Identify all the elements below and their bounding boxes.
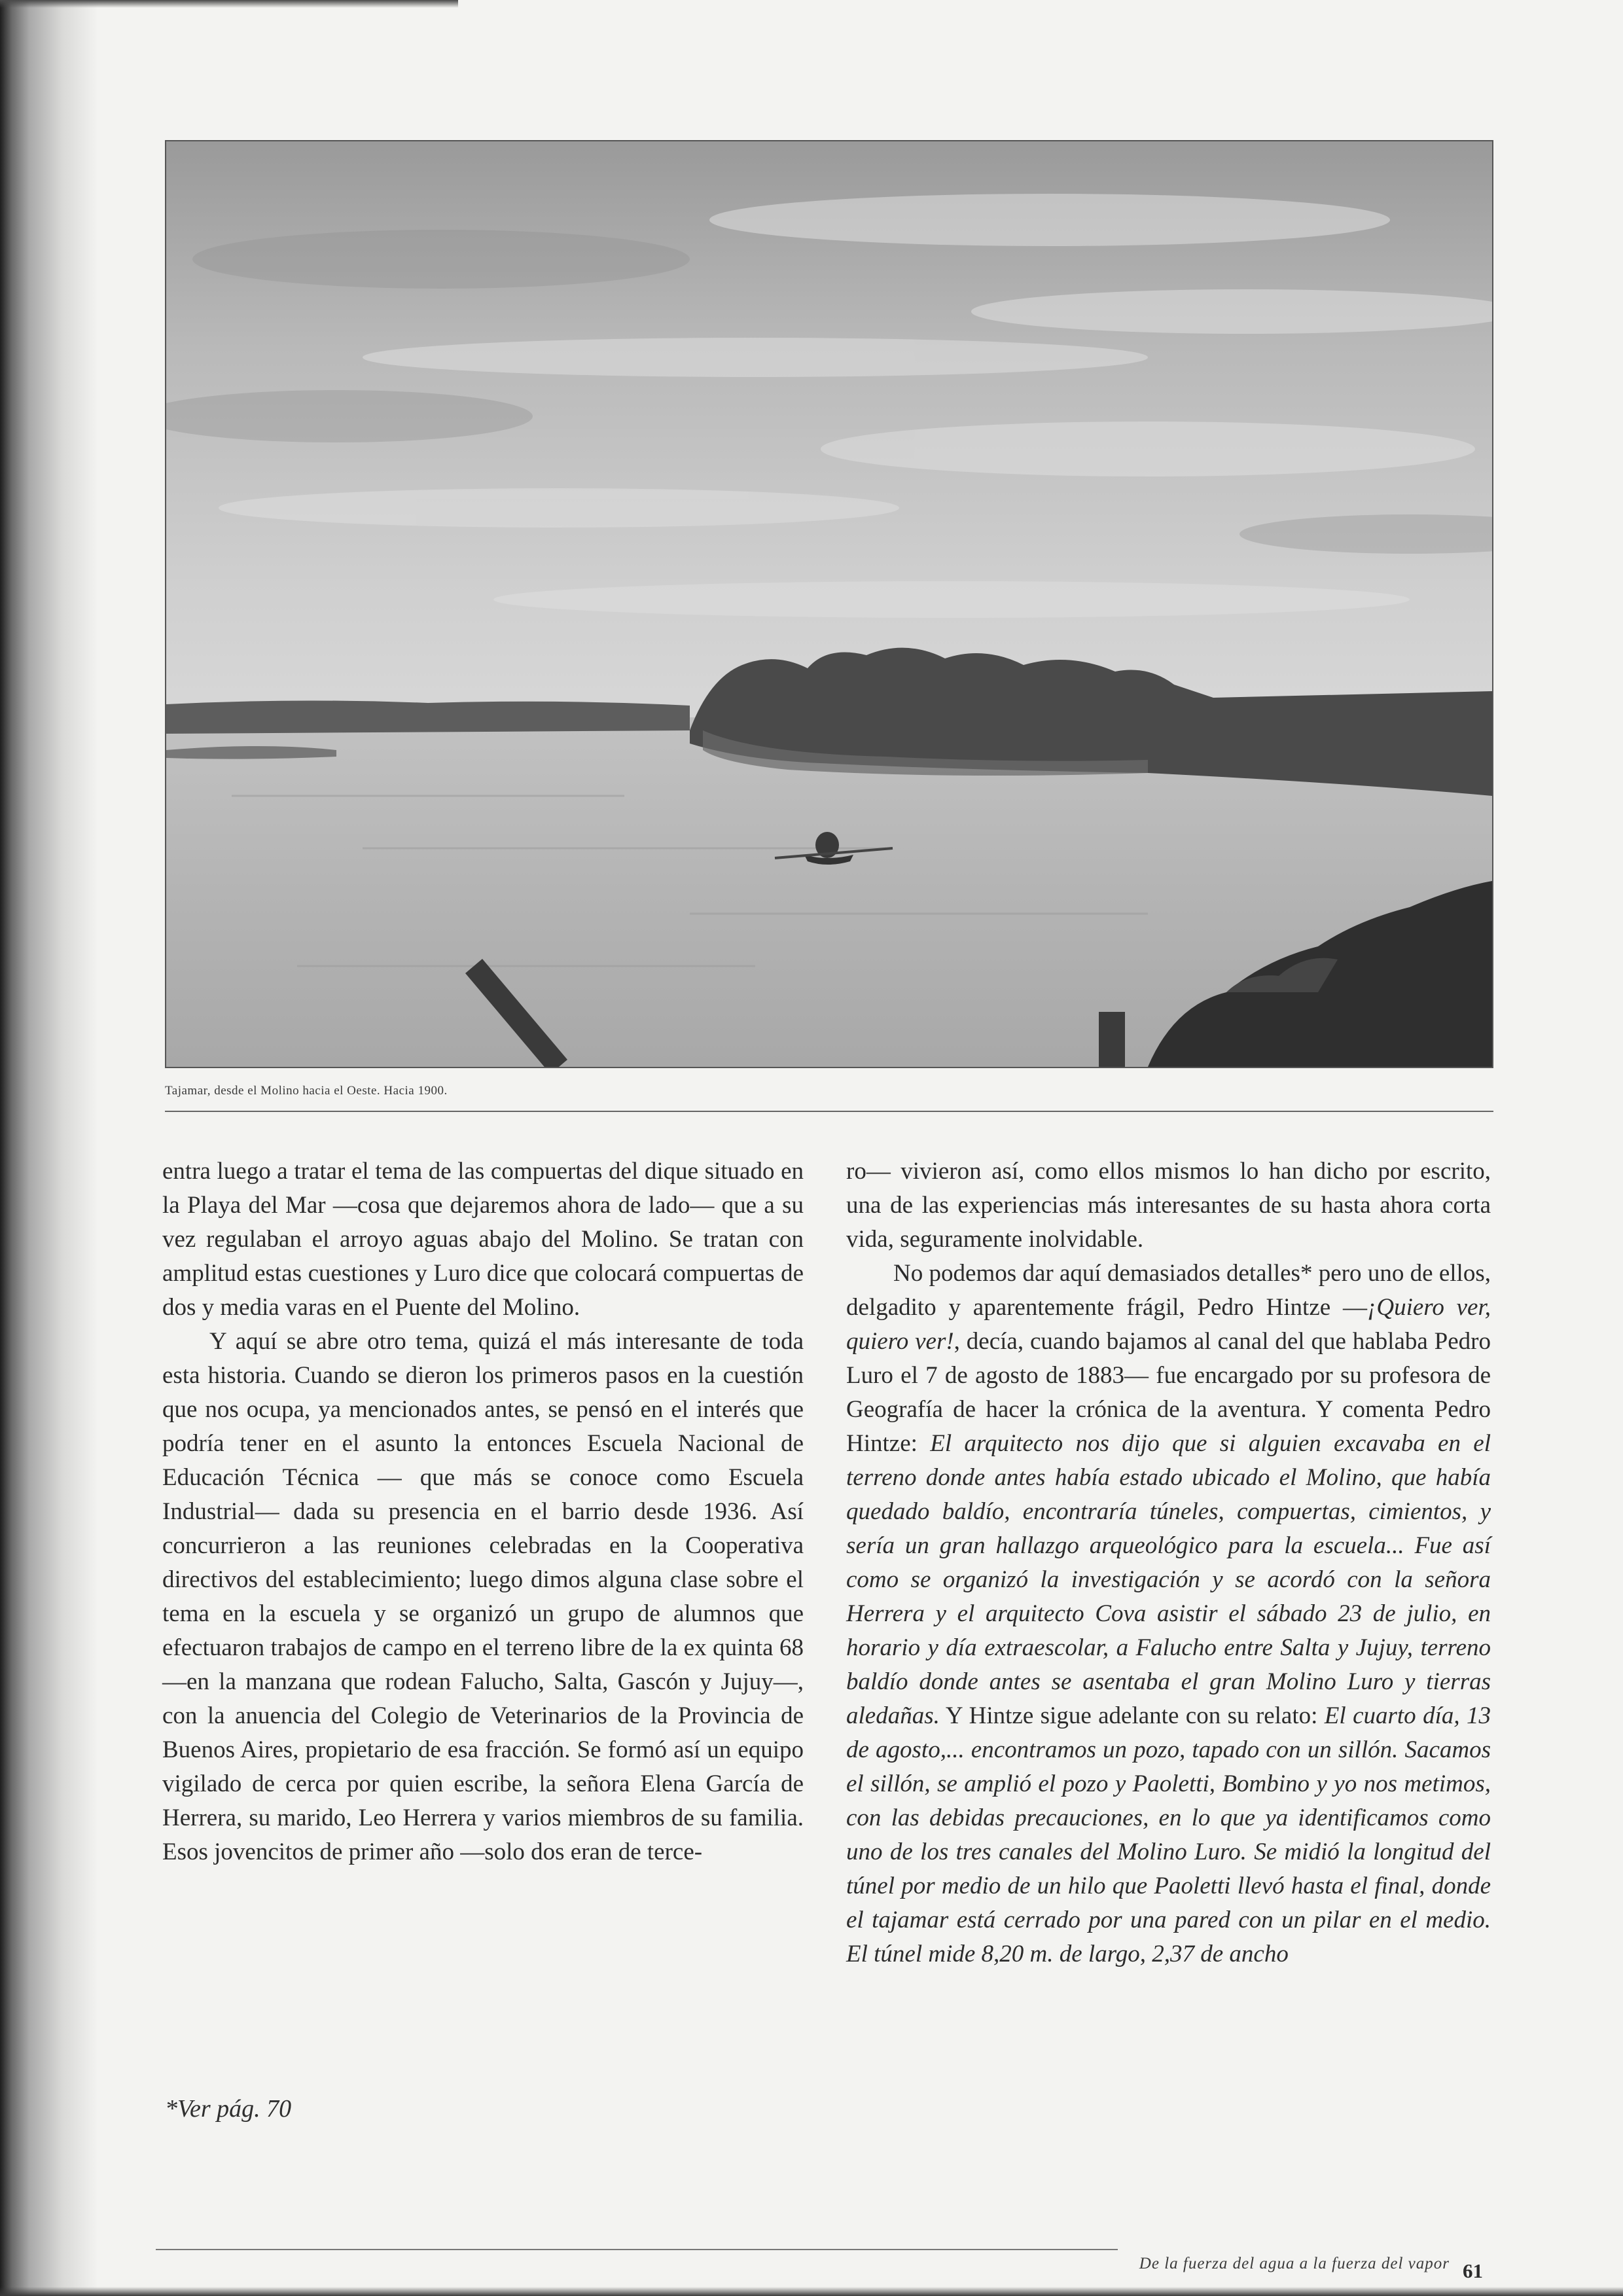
footer-divider	[156, 2249, 1118, 2250]
paragraph: entra luego a tratar el tema de las compuertas del dique situado en la Playa del Mar —cosa que dejaremos ahora de lado— que a su vez regulaban el arroyo aguas abajo del Molino. Se tratan con amplitud estas cuestiones y Luro dice que colocará compuertas de dos y media varas en el Puente del Molino.	[162, 1158, 804, 1321]
paragraph: Y aquí se abre otro tema, quizá el más interesante de toda esta historia. Cuando se dieron los primeros pasos en la cuestión que nos ocupa, ya mencionados antes, se pensó en el interés que podría tener en el asunto la entonces Escuela Nacional de Educación Técnica — que más se conoce como Escuela Industrial— dada su presencia en el barrio desde 1936. Así concurrieron a las reuniones celebradas en la Cooperativa directivos del establecimiento; luego dimos alguna clase sobre el tema en la escuela y se organizó un grupo de alumnos que efectuaron trabajos de campo en el terreno libre de la ex quinta 68 —en la manzana que rodean Falucho, Salta, Gascón y Jujuy—, con la anuencia del Colegio de Veterinarios de la Provincia de Buenos Aires, propietario de esa fracción. Se formó así un equipo vigilado de cerca por quien escribe, la señora Elena García de Herrera, su marido, Leo Herrera y varios miembros de su familia. Esos jovencitos de primer año —solo dos eran de terce-	[162, 1328, 804, 1865]
text-run: Y Hintze sigue adelante con su relato:	[939, 1702, 1325, 1729]
text-run: , decía, cuando bajamos al canal del que hablaba Pedro Luro el 7 de agosto de 1883— fue encargado por su profesora de Geografía de hacer la crónica de la aventura. Y comenta Pedro Hintze:	[846, 1328, 1491, 1457]
running-title: De la fuerza del agua a la fuerza del vapor	[1139, 2255, 1450, 2272]
figure-caption: Tajamar, desde el Molino hacia el Oeste. Hacia 1900.	[165, 1084, 448, 1098]
paragraph: ro— vivieron así, como ellos mismos lo han dicho por escrito, una de las experiencias más interesantes de su hasta ahora corta vida, seguramente inolvidable.	[846, 1158, 1491, 1253]
quote-run: ¡Quiero ver, quiero ver!	[846, 1294, 1491, 1355]
historical-photograph	[165, 140, 1493, 1068]
text-column-left	[162, 1155, 804, 1869]
paragraph	[846, 1257, 1491, 1971]
quote-run: El arquitecto nos dijo que si alguien excavaba en el terreno donde antes había estado ubicado el Molino, que había quedado baldío, encontraría túneles, compuertas, cimientos, y sería un gran hallazgo arqueológico para la escuela... Fue así como se organizó la investigación y se acordó con la señora Herrera y el arquitecto Cova asistir el sábado 23 de julio, en horario y día extraescolar, a Falucho entre Salta y Jujuy, terreno baldío donde antes se asentaba el gran Molino Luro y tierras aledañas.	[846, 1430, 1491, 1729]
scan-top-edge	[0, 0, 458, 8]
scan-bottom-edge	[0, 2287, 1623, 2296]
quote-run: El cuarto día, 13 de agosto,... encontramos un pozo, tapado con un sillón. Sacamos el sillón, se amplió el pozo y Paoletti, Bombino y yo nos metimos, con las debidas precauciones, en lo que ya identificamos como uno de los tres canales del Molino Luro. Se midió la longitud del túnel por medio de un hilo que Paoletti llevó hasta el final, donde el tajamar está cerrado por una pared con un pilar en el medio. El túnel mide 8,20 m. de largo, 2,37 de ancho	[846, 1702, 1491, 1967]
book-gutter-shadow	[0, 0, 98, 2296]
text-column-right	[846, 1155, 1491, 1971]
footnote: *Ver pág. 70	[165, 2095, 292, 2123]
caption-divider	[165, 1111, 1493, 1112]
text-run: No podemos dar aquí demasiados detalles* pero uno de ellos, delgadito y aparentemente frágil, Pedro Hintze —	[846, 1260, 1491, 1321]
page-number: 61	[1463, 2259, 1483, 2282]
